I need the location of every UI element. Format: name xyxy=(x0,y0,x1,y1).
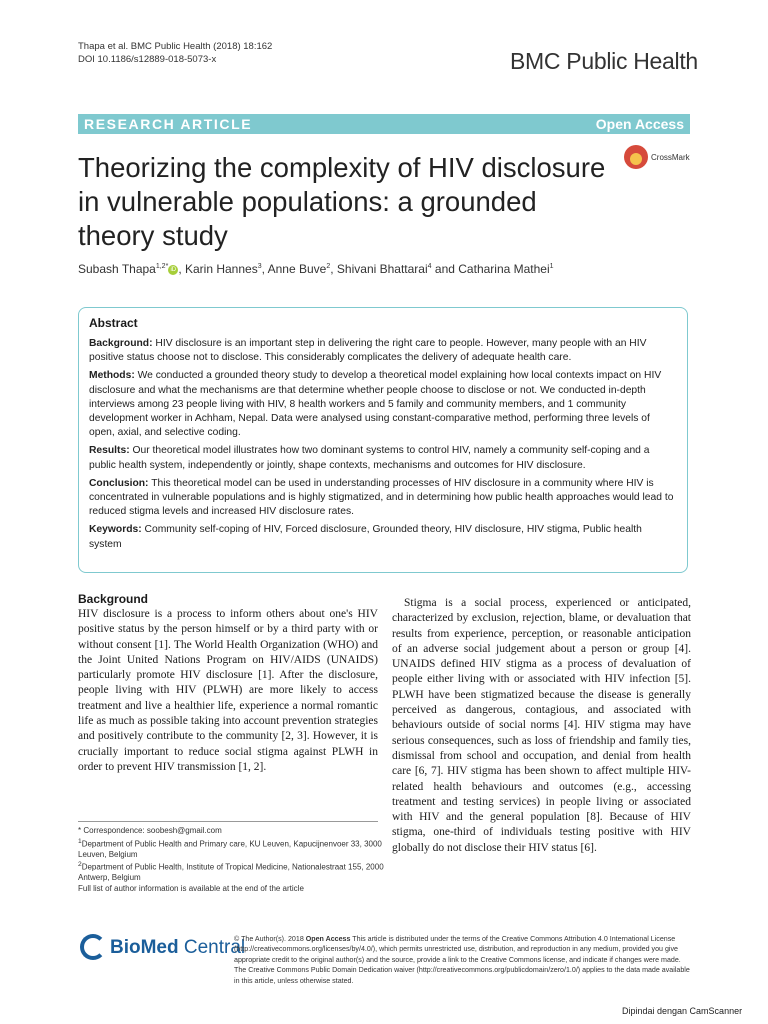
abstract-keywords: Keywords: Community self-coping of HIV, Forced disclosure, Grounded theory, HIV disclosure, HIV stigma, Public health system xyxy=(89,524,642,550)
author-affil: 1,2* xyxy=(155,263,169,270)
citation-line: Thapa et al. BMC Public Health (2018) 18:162 xyxy=(78,41,273,52)
affiliation-1: $^1$Department of Public Health and Primary care, KU Leuven, Kapucijnenvoer 33, 3000 Leuven, Belgium xyxy=(78,837,382,859)
crossmark-icon xyxy=(624,145,648,169)
affiliation-2: $^2$Department of Public Health, Institute of Tropical Medicine, Nationalestraat 155, 2000 Antwerp, Belgium xyxy=(78,861,384,883)
biomed-central-logo xyxy=(80,934,246,962)
body-right-column xyxy=(392,596,691,856)
orcid-icon[interactable]: iD xyxy=(168,265,178,275)
body-left-column xyxy=(78,592,378,775)
author-name: Subash Thapa xyxy=(78,262,156,276)
article-title: Theorizing the complexity of HIV disclosure in vulnerable populations: a grounded theory study xyxy=(78,152,606,251)
abstract-conclusion: Conclusion: This theoretical model can be used in understanding processes of HIV disclosure in a community where HIV is concentrated in vulnerable populations and is highly stigmatized, and in determining how public health approaches would lead to reduced stigma levels and increased HIV disclosure rates. xyxy=(89,477,674,518)
abstract-box xyxy=(78,307,688,573)
author-list: Subash Thapa$^{1,2*}$ iD , Karin Hannes$^3$, Anne Buve$^2$, Shivani Bhattarai$^4$ and Catharina Mathei$^1$ xyxy=(78,262,554,276)
author-affil: 3 xyxy=(257,263,262,270)
author-info-note: Full list of author information is available at the end of the article xyxy=(78,883,304,893)
correspondence: * Correspondence: soobesh@gmail.com xyxy=(78,826,222,835)
abstract-background: Background: HIV disclosure is an important step in delivering the right care to people. However, many people with an HIV positive status choose not to disclose. This considerably complicates the delivery of adequate health care. xyxy=(89,338,647,364)
body-paragraph: Stigma is a social process, experienced or anticipated, characterized by exclusion, rejection, blame, or devaluation that results from experience, perception, or reasonable anticipation of an adverse social judgement about a person or group [4]. UNAIDS defined HIV stigma as a process of devaluation of people either living with or associated with HIV infection [5]. PLWH have been stigmatized because the disease is generally perceived as dangerous, contagious, and associated with behaviours outside of social norms [4]. HIV stigma may have serious consequences, such as loss of friendship and family ties, dismissal from school and occupation, and denial from health care [6, 7]. HIV stigma has been shown to affect multiple HIV-related health behaviours and outcomes (e.g., accessing treatment and testing services) in people living or associated with HIV and the general population [8]. Because of HIV stigma, one-third of individuals testing positive with HIV globally do not disclose their HIV status [6]. xyxy=(392,597,691,854)
abstract-results: Results: Our theoretical model illustrates how two dominant systems to control HIV, namely a community self-coping and a public health system, independently or jointly, shape contexts, mechanisms and outcomes for HIV disclosure. xyxy=(89,445,650,471)
crossmark-badge[interactable] xyxy=(624,143,690,173)
biomed-central-arc-icon xyxy=(80,934,106,960)
author-name: Catharina Mathei xyxy=(458,262,550,276)
author-name: Anne Buve xyxy=(267,262,327,276)
author-affil: 2 xyxy=(326,263,331,270)
footnote-divider xyxy=(78,821,378,822)
journal-name: BMC Public Health xyxy=(510,48,698,74)
abstract-body xyxy=(89,337,677,556)
footnotes xyxy=(78,826,398,894)
abstract-methods: Methods: We conducted a grounded theory study to develop a theoretical model explaining how local contexts impact on HIV disclosure and what the mechanisms are that determine whether people choose to disclose or not. We conducted in-depth interviews among 23 people living with HIV, 8 health workers and 5 family and community members, and 1 community development worker in Achham, Nepal. Data were analysed using constant-comparative method, performing three levels of open, axial, and selective coding. xyxy=(89,370,662,439)
author-name: Shivani Bhattarai xyxy=(336,262,428,276)
citation-header xyxy=(78,40,272,66)
author-name: Karin Hannes xyxy=(184,262,258,276)
scanner-watermark: Dipindai dengan CamScanner xyxy=(622,1006,743,1016)
publisher-name: BioMed Central xyxy=(110,937,246,958)
doi-line: DOI 10.1186/s12889-018-5073-x xyxy=(78,54,217,65)
body-paragraph: HIV disclosure is a process to inform others about one's HIV positive status by the person himself or by a third party with or without consent [1]. The World Health Organization (WHO) and the Joint United Nations Program on HIV/AIDS (UNAIDS) particularly promote HIV disclosure [1]. After the disclosure, people living with HIV (PLWH) are more likely to access treatment and live a healthier life, experience a normal romantic life as much as possible taking into account prevention strategies and positively contribute to the community [2, 3]. However, it is crucially important to reduce social stigma against PLWH in order to prevent HIV transmission [1, 2]. xyxy=(78,608,378,773)
crossmark-label: CrossMark xyxy=(651,153,690,162)
author-affil: 1 xyxy=(549,263,554,270)
open-access-label: Open Access xyxy=(595,116,684,132)
author-affil: 4 xyxy=(427,263,432,270)
license-statement: © The Author(s). 2018 Open Access This article is distributed under the terms of the Creative Commons Attribution 4.0 International License (http://creativecommons.org/licenses/by/4.0/), which permits unrestricted use, distribution, and reproduction in any medium, provided you give appropriate credit to the original author(s) and the source, provide a link to the Creative Commons license, and indicate if changes were made. The Creative Commons Public Domain Dedication waiver (http://creativecommons.org/publicdomain/zero/1.0/) applies to the data made available in this article, unless otherwise stated. xyxy=(234,935,690,985)
article-type-label: RESEARCH ARTICLE xyxy=(84,116,253,132)
abstract-heading: Abstract xyxy=(89,316,138,330)
section-heading: Background xyxy=(78,592,149,606)
article-type-banner xyxy=(78,114,690,134)
